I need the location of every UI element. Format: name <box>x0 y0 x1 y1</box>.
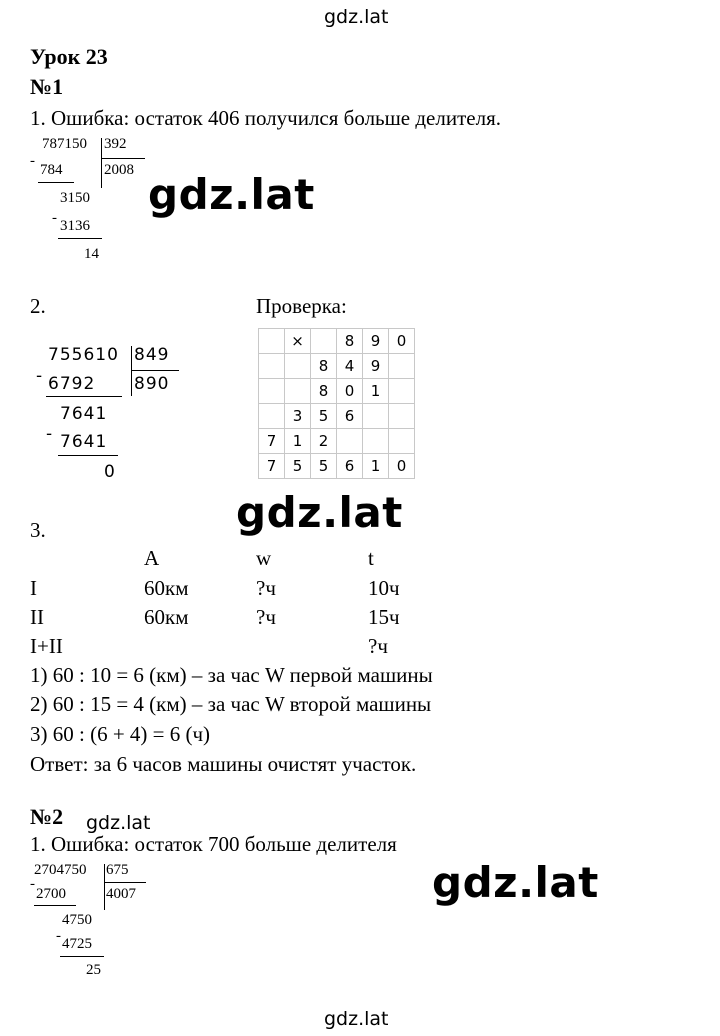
grid-cell <box>259 404 285 429</box>
grid-cell: 7 <box>259 429 285 454</box>
grid-cell: 5 <box>311 454 337 479</box>
grid-row <box>259 429 415 454</box>
grid-cell: 2 <box>311 429 337 454</box>
grid-cell <box>285 354 311 379</box>
task2-item1-text: 1. Ошибка: остаток 700 больше делителя <box>30 832 397 856</box>
table-cell: I <box>30 576 37 600</box>
grid-cell: 8 <box>311 379 337 404</box>
table-cell: 60км <box>144 605 189 629</box>
table-cell: ?ч <box>256 576 276 600</box>
watermark-big-2: gdz.lat <box>236 488 403 537</box>
watermark-top: gdz.lat <box>324 6 389 28</box>
subtrahend-1: 784 <box>40 162 63 178</box>
grid-cell: 9 <box>363 329 389 354</box>
minus-sign: - <box>56 928 61 944</box>
table-cell: I+II <box>30 634 63 658</box>
grid-row <box>259 354 415 379</box>
check-label: Проверка: <box>256 294 347 318</box>
watermark-big-1: gdz.lat <box>148 170 315 219</box>
minus-sign: - <box>36 366 44 386</box>
dividend: 787150 <box>42 136 87 152</box>
grid-cell: × <box>285 329 311 354</box>
remainder-1: 4750 <box>62 912 92 928</box>
grid-cell: 5 <box>285 454 311 479</box>
divisor: 392 <box>104 136 127 152</box>
remainder-1: 3150 <box>60 190 90 206</box>
remainder-final: 0 <box>104 462 116 482</box>
grid-cell <box>389 429 415 454</box>
quotient: 4007 <box>106 886 136 902</box>
underline-2 <box>60 956 104 957</box>
grid-row <box>259 454 415 479</box>
table-cell: ?ч <box>256 605 276 629</box>
solution-step-3: 3) 60 : (6 + 4) = 6 (ч) <box>30 722 211 746</box>
grid-cell: 0 <box>337 379 363 404</box>
remainder-final: 25 <box>86 962 101 978</box>
grid-cell: 9 <box>363 354 389 379</box>
dividend: 755610 <box>48 345 119 365</box>
grid-cell <box>389 404 415 429</box>
divisor: 849 <box>134 345 170 365</box>
grid-cell: 0 <box>389 329 415 354</box>
table-cell: 60км <box>144 576 189 600</box>
subtrahend-2: 4725 <box>62 936 92 952</box>
minus-sign: - <box>52 210 57 226</box>
subtrahend-2: 7641 <box>60 432 108 452</box>
divider-vertical <box>101 138 102 188</box>
quotient: 2008 <box>104 162 134 178</box>
grid-cell <box>337 429 363 454</box>
table-header: t <box>368 546 374 570</box>
task1-item1-text: 1. Ошибка: остаток 406 получился больше делителя. <box>30 106 501 130</box>
quotient: 890 <box>134 374 170 394</box>
table-cell: 15ч <box>368 605 400 629</box>
remainder-final: 14 <box>84 246 99 262</box>
watermark-small-mid: gdz.lat <box>86 812 151 834</box>
table-cell: ?ч <box>368 634 388 658</box>
grid-cell: 3 <box>285 404 311 429</box>
divider-horizontal <box>104 882 146 883</box>
solution-step-1: 1) 60 : 10 = 6 (км) – за час W первой машины <box>30 663 433 687</box>
grid-cell <box>259 379 285 404</box>
subtrahend-1: 6792 <box>48 374 96 394</box>
grid-cell: 8 <box>311 354 337 379</box>
grid-cell <box>389 354 415 379</box>
subtrahend-2: 3136 <box>60 218 90 234</box>
grid-cell <box>259 329 285 354</box>
task1-item3-label: 3. <box>30 518 46 542</box>
solution-step-2: 2) 60 : 15 = 4 (км) – за час W второй машины <box>30 692 432 716</box>
grid-cell <box>285 379 311 404</box>
dividend: 2704750 <box>34 862 87 878</box>
divider-vertical <box>104 864 105 910</box>
task2-number: №2 <box>30 804 64 829</box>
table-header: A <box>144 546 160 570</box>
grid-cell: 8 <box>337 329 363 354</box>
divider-vertical <box>131 346 132 396</box>
grid-cell <box>311 329 337 354</box>
grid-row <box>259 329 415 354</box>
grid-cell: 5 <box>311 404 337 429</box>
underline-1 <box>34 905 76 906</box>
minus-sign: - <box>46 424 54 444</box>
divider-horizontal <box>101 158 145 159</box>
minus-sign: - <box>30 876 35 892</box>
grid-cell: 1 <box>363 454 389 479</box>
minus-sign: - <box>30 153 35 169</box>
underline-1 <box>46 396 122 397</box>
grid-cell <box>363 404 389 429</box>
grid-cell: 4 <box>337 354 363 379</box>
table-cell: 10ч <box>368 576 400 600</box>
task1-item2-label: 2. <box>30 294 46 318</box>
grid-cell: 6 <box>337 404 363 429</box>
grid-cell <box>259 354 285 379</box>
grid-cell <box>363 429 389 454</box>
underline-2 <box>58 455 118 456</box>
grid-cell: 1 <box>285 429 311 454</box>
task1-number: №1 <box>30 74 64 99</box>
grid-cell <box>389 379 415 404</box>
lesson-title: Урок 23 <box>30 44 108 69</box>
watermark-bottom: gdz.lat <box>324 1008 389 1030</box>
subtrahend-1: 2700 <box>36 886 66 902</box>
grid-row <box>259 379 415 404</box>
table-cell: II <box>30 605 44 629</box>
underline-1 <box>38 182 74 183</box>
underline-2 <box>58 238 102 239</box>
table-header: w <box>256 546 272 570</box>
grid-row <box>259 404 415 429</box>
grid-cell: 6 <box>337 454 363 479</box>
grid-cell: 1 <box>363 379 389 404</box>
grid-cell: 7 <box>259 454 285 479</box>
remainder-1: 7641 <box>60 404 108 424</box>
divider-horizontal <box>131 370 179 371</box>
watermark-big-3: gdz.lat <box>432 858 599 907</box>
answer: Ответ: за 6 часов машины очистят участок. <box>30 752 417 776</box>
grid-cell: 0 <box>389 454 415 479</box>
divisor: 675 <box>106 862 129 878</box>
check-multiplication-grid <box>258 328 415 479</box>
